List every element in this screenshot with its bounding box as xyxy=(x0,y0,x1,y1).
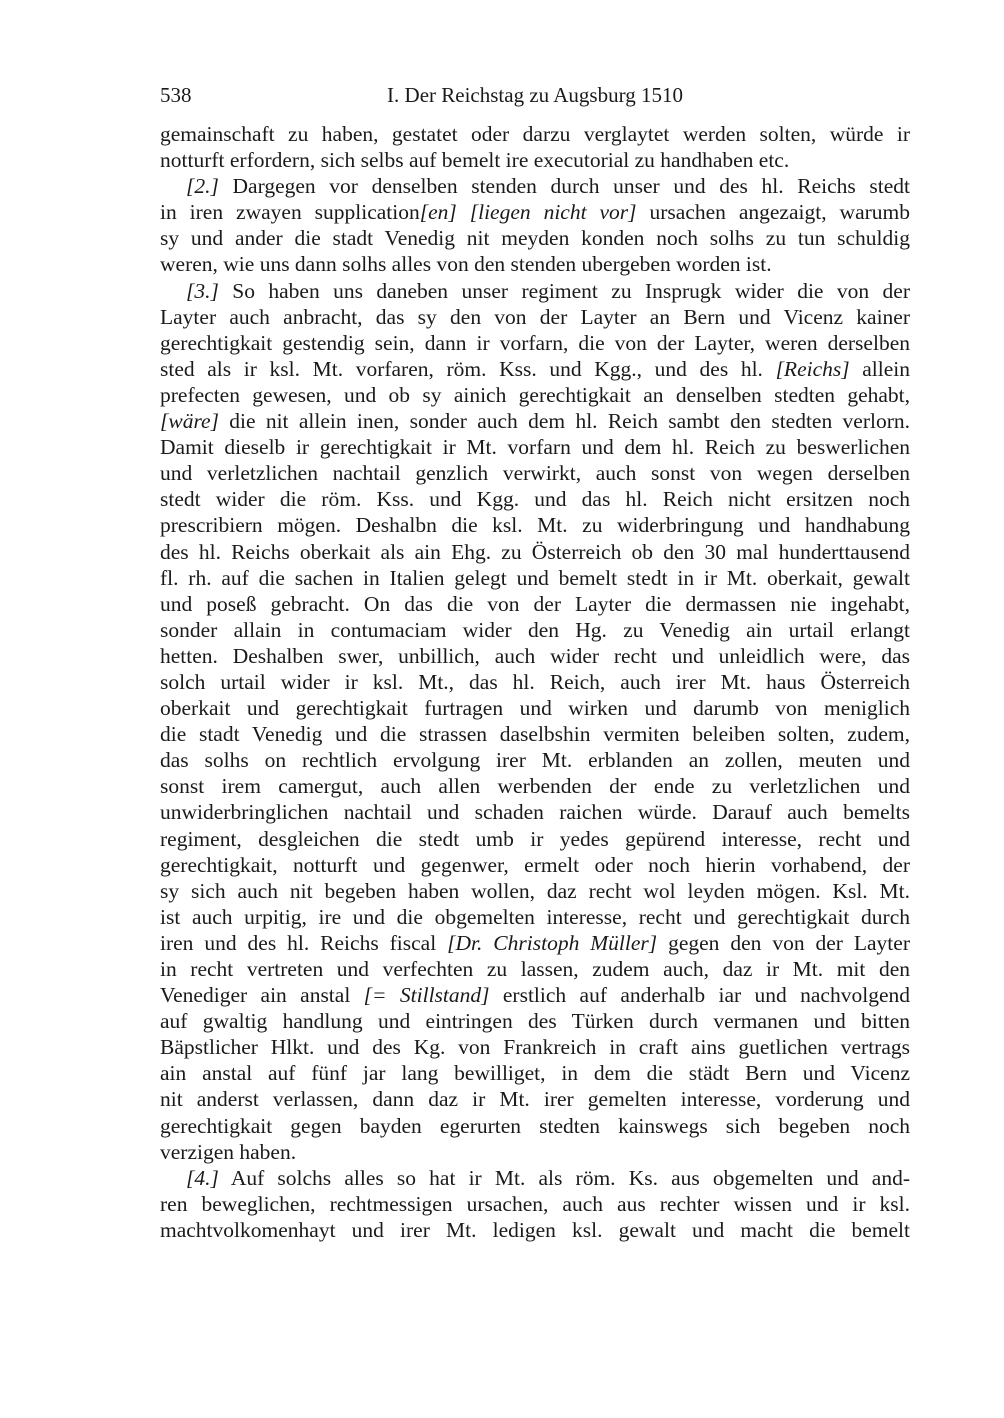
text-line xyxy=(160,251,910,277)
text-segment: sonder allain in contumaciam wider den Hg. zu Venedig ain urtail erlangt xyxy=(160,617,910,642)
text-line xyxy=(160,852,910,878)
text-segment: Venediger ain anstal xyxy=(160,983,364,1008)
text-line xyxy=(160,799,910,825)
text-segment: sy und ander die stadt Venedig nit meyden konden noch solhs zu tun schuldig xyxy=(160,226,910,251)
text-line xyxy=(160,565,910,591)
text-segment: Damit dieselb ir gerechtigkait ir Mt. vorfarn und dem hl. Reich zu beswerlichen xyxy=(160,435,910,460)
text-line xyxy=(160,643,910,669)
text-segment: Bäpstlicher Hlkt. und des Kg. von Frankreich in craft ains guetlichen vertrags xyxy=(160,1035,910,1060)
text-segment: verzigen haben. xyxy=(160,1139,297,1164)
editorial-note: [wäre] xyxy=(160,409,219,434)
text-segment: ain anstal auf fünf jar lang bewilliget, in dem die städt Bern und Vicenz xyxy=(160,1061,910,1086)
text-segment: hetten. Deshalben swer, unbillich, auch wider recht und unleidlich were, das xyxy=(160,643,910,668)
text-segment: gerechtigkait gegen bayden egerurten stedten kainswegs sich begeben noch xyxy=(160,1113,910,1138)
editorial-note: [en] [liegen nicht vor] xyxy=(419,200,637,225)
text-line xyxy=(160,434,910,460)
text-line xyxy=(160,1034,910,1060)
text-segment: die stadt Venedig und die strassen daselbshin vermiten beleiben solten, zudem, xyxy=(160,722,910,747)
text-segment: ursachen angezaigt, warumb xyxy=(636,200,910,225)
text-line xyxy=(160,278,910,304)
text-line xyxy=(160,330,910,356)
text-segment: auf gwaltig handlung und eintringen des Türken durch vermanen und bitten xyxy=(160,1009,910,1034)
text-line xyxy=(160,1139,910,1165)
text-segment: sted als ir ksl. Mt. vorfaren, röm. Kss. und Kgg., und des hl. xyxy=(160,356,776,381)
text-segment: und verletzlichen nachtail genzlich verwirkt, auch sonst von wegen derselben xyxy=(160,461,910,486)
text-segment: das solhs on rechtlich ervolgung irer Mt. erblanden an zollen, meuten und xyxy=(160,748,910,773)
text-segment: allein xyxy=(849,356,910,381)
text-segment: Dargegen vor denselben stenden durch unser und des hl. Reichs stedt xyxy=(218,174,910,199)
text-line xyxy=(160,382,910,408)
text-segment: prefecten gewesen, und ob sy ainich gerechtigkait an denselben stedten gehabt, xyxy=(160,382,910,407)
text-line xyxy=(160,304,910,330)
editorial-note: [2.] xyxy=(186,174,219,199)
text-line xyxy=(160,121,910,147)
editorial-note: [3.] xyxy=(186,278,219,303)
page-header xyxy=(160,80,910,110)
text-line xyxy=(160,1165,910,1191)
editorial-note: [Dr. Christoph Müller] xyxy=(447,930,658,955)
text-line xyxy=(160,826,910,852)
text-segment: weren, wie uns dann solhs alles von den stenden ubergeben worden ist. xyxy=(160,252,772,277)
text-segment: iren und des hl. Reichs fiscal xyxy=(160,930,448,955)
text-line xyxy=(160,173,910,199)
text-segment: solch urtail wider ir ksl. Mt., das hl. Reich, auch irer Mt. haus Österreich xyxy=(160,669,910,694)
text-segment: nit anderst verlassen, dann daz ir Mt. irer gemelten interesse, vorderung und xyxy=(160,1087,910,1112)
text-segment: erstlich auf anderhalb iar und nachvolgend xyxy=(489,983,910,1008)
text-segment: machtvolkomenhayt und irer Mt. ledigen ksl. gewalt und macht die bemelt xyxy=(160,1217,910,1242)
text-line xyxy=(160,669,910,695)
text-segment: des hl. Reichs oberkait als ain Ehg. zu Österreich ob den 30 mal hunderttausend xyxy=(160,539,910,564)
text-segment: unwiderbringlichen nachtail und schaden raichen würde. Darauf auch bemelts xyxy=(160,800,910,825)
text-segment: Auf solchs alles so hat ir Mt. als röm. Ks. aus obgemelten und and- xyxy=(218,1165,910,1190)
text-segment: ist auch urpitig, ire und die obgemelten interesse, recht und gerechtigkait durch xyxy=(160,904,910,929)
text-line xyxy=(160,1060,910,1086)
text-line xyxy=(160,956,910,982)
text-line xyxy=(160,617,910,643)
text-segment: oberkait und gerechtigkait furtragen und wirken und darumb von meniglich xyxy=(160,696,910,721)
text-line xyxy=(160,747,910,773)
text-line xyxy=(160,1086,910,1112)
text-line xyxy=(160,199,910,225)
text-line xyxy=(160,460,910,486)
text-segment: gegen den von der Layter xyxy=(657,930,910,955)
text-segment: gemainschaft zu haben, gestatet oder darzu verglaytet werden solten, würde ir xyxy=(160,122,910,146)
text-segment: prescribiern mögen. Deshalbn die ksl. Mt. zu widerbringung und handhabung xyxy=(160,513,910,538)
text-line xyxy=(160,773,910,799)
editorial-note: [= Stillstand] xyxy=(363,983,490,1008)
page-number: 538 xyxy=(160,83,192,107)
text-line xyxy=(160,486,910,512)
text-line xyxy=(160,147,910,173)
text-segment: in recht vertreten und verfechten zu lassen, zudem auch, daz ir Mt. mit den xyxy=(160,957,910,981)
text-segment: und poseß gebracht. On das die von der Layter die dermassen nie ingehabt, xyxy=(160,591,910,616)
text-line xyxy=(160,695,910,721)
text-segment: ren beweglichen, rechtmessigen ursachen, auch aus rechter wissen und ir ksl. xyxy=(160,1191,910,1216)
text-segment: Layter auch anbracht, das sy den von der Layter an Bern und Vicenz kainer xyxy=(160,304,910,329)
text-segment: notturft erfordern, sich selbs auf bemelt ire executorial zu handhaben etc. xyxy=(160,148,790,173)
text-line xyxy=(160,225,910,251)
text-segment: So haben uns daneben unser regiment zu Insprugk wider die von der xyxy=(218,278,910,303)
editorial-note: [Reichs] xyxy=(775,356,850,381)
text-line xyxy=(160,539,910,565)
text-line xyxy=(160,878,910,904)
text-segment: regiment, desgleichen die stedt umb ir yedes gepürend interesse, recht und xyxy=(160,826,910,851)
text-segment: in iren zwayen supplication xyxy=(160,200,420,225)
text-segment: gerechtigkait gestendig sein, dann ir vorfarn, die von der Layter, weren derselben xyxy=(160,330,910,355)
text-line xyxy=(160,904,910,930)
body-text xyxy=(160,121,910,1243)
text-line xyxy=(160,982,910,1008)
text-segment: stedt wider die röm. Kss. und Kgg. und das hl. Reich nicht ersitzen noch xyxy=(160,487,910,512)
text-line xyxy=(160,408,910,434)
text-line xyxy=(160,1191,910,1217)
text-line xyxy=(160,1113,910,1139)
text-line xyxy=(160,512,910,538)
text-line xyxy=(160,721,910,747)
text-segment: fl. rh. auf die sachen in Italien gelegt und bemelt stedt in ir Mt. oberkait, gewalt xyxy=(160,565,910,590)
text-line xyxy=(160,591,910,617)
text-line xyxy=(160,356,910,382)
text-segment: sy sich auch nit begeben haben wollen, daz recht wol leyden mögen. Ksl. Mt. xyxy=(160,878,910,903)
running-title: I. Der Reichstag zu Augsburg 1510 xyxy=(387,83,683,107)
text-segment: die nit allein inen, sonder auch dem hl. Reich sambt den stedten verlorn. xyxy=(218,409,910,434)
text-segment: gerechtigkait, notturft und gegenwer, ermelt oder noch hierin vorhabend, der xyxy=(160,852,910,877)
text-segment: sonst irem camergut, auch allen werbenden der ende zu verletzlichen und xyxy=(160,774,910,799)
text-line xyxy=(160,930,910,956)
text-line xyxy=(160,1008,910,1034)
text-line xyxy=(160,1217,910,1243)
editorial-note: [4.] xyxy=(186,1165,219,1190)
